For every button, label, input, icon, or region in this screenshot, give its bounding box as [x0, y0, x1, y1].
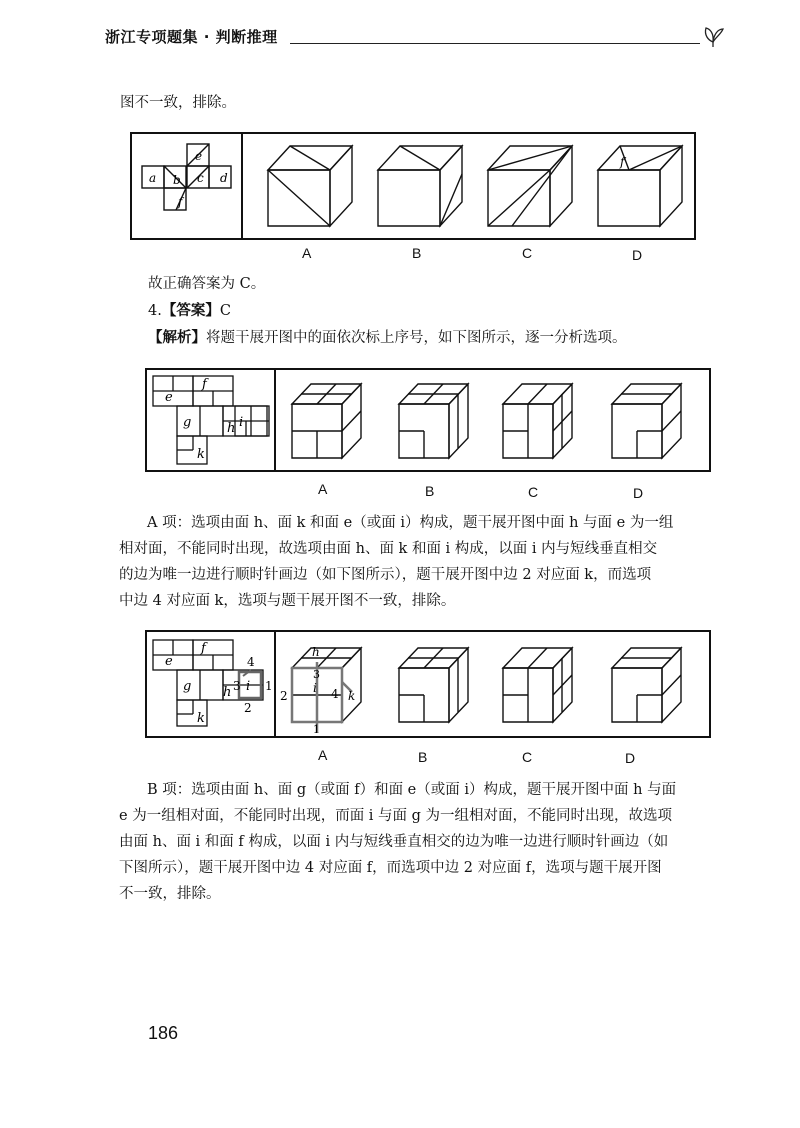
fig1-face-f: f: [178, 195, 183, 209]
figure-2: [145, 368, 711, 472]
fig1-face-e: e: [195, 149, 203, 163]
fig1-cube-c: [488, 146, 572, 226]
fig3-face-e: e: [165, 654, 173, 669]
fig3-face-f: f: [201, 641, 206, 656]
fig3-cube-edge-2: 2: [280, 689, 288, 703]
fig3-cube-face-i: i: [313, 681, 317, 695]
para-b-line: 下图所示），题干展开图中边 4 对应面 f，而选项中边 2 对应面 f，选项与题干展开图: [119, 860, 662, 876]
para-a-line: 的边为唯一边进行顺时针画边（如下图所示），题干展开图中边 2 对应面 k，而选项: [119, 567, 652, 583]
fig2-cube-c: [503, 384, 572, 458]
fig1-cube-d-face-f: f: [620, 155, 625, 169]
para-b-line: 不一致，排除。: [119, 886, 221, 902]
answer-value: C: [219, 303, 231, 319]
fig3-label-b: B: [418, 749, 428, 765]
para-a-line: 相对面，不能同时出现，故选项由面 h、面 k 和面 i 构成，以面 i 内与短线垂直相交: [119, 541, 658, 557]
fig1-face-b: b: [173, 173, 181, 187]
answer-tag: 【答案】: [161, 302, 220, 319]
fig3-cube-face-h: h: [312, 645, 320, 659]
fig1-cube-d: [598, 146, 682, 226]
fig3-face-i: i: [246, 679, 251, 694]
fig1-face-c: c: [197, 171, 204, 185]
analysis-line: [148, 325, 627, 351]
text-line-1: 图不一致，排除。: [120, 95, 236, 111]
fig3-cube-edge-1: 1: [313, 723, 320, 736]
fig1-cube-b: [378, 146, 462, 226]
fig2-cube-b: [399, 384, 468, 458]
answer-line: [148, 298, 231, 324]
figure-1-drawing: [132, 134, 694, 238]
fig3-edge-2: 2: [244, 701, 252, 715]
fig2-label-d: D: [633, 485, 644, 501]
page-number: 186: [148, 1023, 179, 1043]
fig1-label-b: B: [412, 245, 422, 261]
figure-2-drawing: [147, 370, 709, 470]
fig1-label-a: A: [302, 245, 312, 261]
paragraph-b: [119, 777, 722, 907]
para-a-line: A 项：选项由面 h、面 k 和面 e（或面 i）构成，题干展开图中面 h 与面 e 为一组: [147, 515, 674, 531]
fig2-label-a: A: [318, 481, 328, 497]
fig3-edge-1: 1: [265, 679, 273, 693]
fig2-face-i: i: [239, 415, 244, 430]
fig3-cube-d: [612, 648, 681, 722]
fig2-label-b: B: [425, 483, 435, 499]
fig3-label-d: D: [625, 750, 636, 766]
leaf-icon: [700, 22, 726, 48]
fig2-cube-d: [612, 384, 681, 458]
fig3-cube-c: [503, 648, 572, 722]
figure-3: [145, 630, 711, 738]
figure-3-drawing: [147, 632, 709, 736]
fig2-cube-a: [292, 384, 361, 458]
fig2-face-e: e: [165, 390, 173, 405]
fig1-cube-a: [268, 146, 352, 226]
fig2-face-k: k: [197, 447, 205, 462]
fig3-cube-edge-4: 4: [331, 687, 339, 701]
fig3-cube-a-highlight: [292, 662, 352, 732]
fig3-edge-4: 4: [247, 655, 255, 669]
fig3-face-h: h: [223, 685, 232, 700]
para-a-line: 中边 4 对应面 k，选项与题干展开图不一致，排除。: [119, 593, 456, 609]
fig3-label-a: A: [318, 747, 328, 763]
fig3-label-c: C: [522, 749, 533, 765]
answer-number: 4.: [148, 303, 162, 319]
fig1-label-c: C: [522, 245, 533, 261]
fig3-cube-face-k: k: [348, 689, 356, 703]
para-b-line: B 项：选项由面 h、面 g（或面 f）和面 e（或面 i）构成，题干展开图中面 h 与面: [147, 782, 677, 798]
fig1-face-d: d: [220, 171, 228, 185]
header-rule: [290, 43, 700, 44]
paragraph-a: [119, 510, 722, 614]
fig2-face-f: f: [202, 377, 207, 392]
fig3-face-k: k: [197, 711, 205, 726]
fig2-face-g: g: [183, 415, 192, 430]
analysis-tag: 【解析】: [148, 329, 206, 346]
running-header: 浙江专项题集 · 判断推理: [105, 28, 278, 46]
para-b-line: e 为一组相对面，不能同时出现，而面 i 与面 g 为一组相对面，不能同时出现，故选项: [119, 808, 673, 824]
fig3-face-g: g: [183, 679, 192, 694]
fig2-label-c: C: [528, 484, 539, 500]
fig2-face-h: h: [227, 421, 236, 436]
fig1-face-a: a: [149, 171, 157, 185]
fig3-edge-3: 3: [233, 679, 241, 693]
figure-1: [130, 132, 696, 240]
conclusion-text: 故正确答案为 C。: [148, 276, 266, 292]
fig1-label-d: D: [632, 247, 643, 263]
fig3-cube-a: [292, 648, 361, 722]
fig3-cube-b: [399, 648, 468, 722]
fig3-cube-edge-3: 3: [313, 668, 320, 681]
para-b-line: 由面 h、面 i 和面 f 构成，以面 i 内与短线垂直相交的边为唯一边进行顺时针画边（如: [119, 834, 669, 850]
analysis-text: 将题干展开图中的面依次标上序号，如下图所示，逐一分析选项。: [206, 330, 627, 346]
